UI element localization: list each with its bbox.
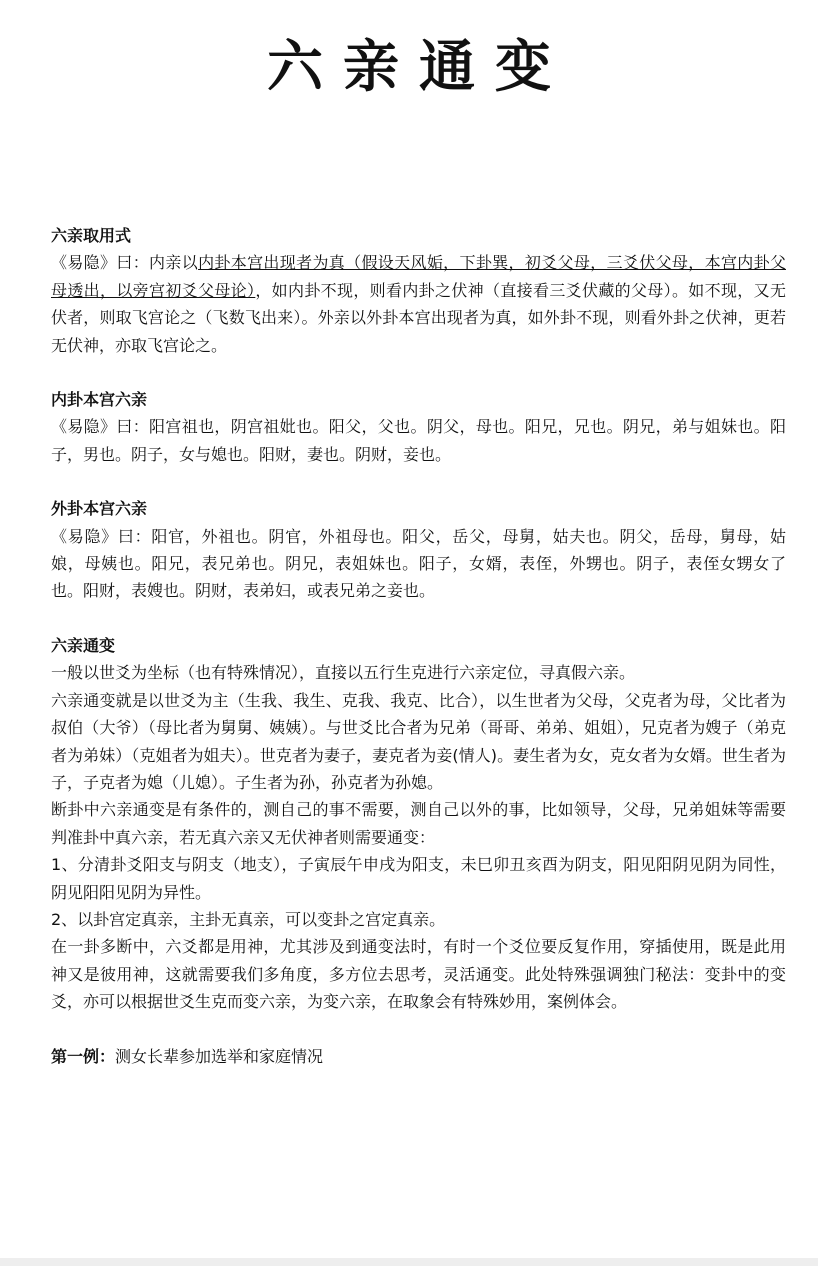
- paragraph-text: ，如内卦不现，则看内卦之伏神（直接看三爻伏藏的父母）。如不现，又无伏者，则取飞宫论之（飞数飞出来）。外亲以外卦本宫出现者为真，如外卦不现，则看外卦之伏神，更若无伏神，亦取飞宫论之。: [51, 280, 786, 355]
- section-heading: 六亲取用式: [51, 226, 132, 245]
- section-paragraph: 1、分清卦爻阳支与阴支（地支），子寅辰午申戌为阳支，未巳卯丑亥酉为阴支，阳见阳阴见阴为同性，阴见阳阳见阴为异性。: [51, 855, 786, 902]
- section-divider: [51, 468, 786, 495]
- section-paragraph: 六亲通变就是以世爻为主（生我、我生、克我、我克、比合），以生世者为父母，父克者为母，父比者为叔伯（大爷）（母比者为舅舅、姨姨）。与世爻比合者为兄弟（哥哥、弟弟、姐姐），兄克者为嫂子（弟克者为弟妹）（克姐者为姐夫）。世克者为妻子，妻克者为妾(情人)。妻生者为女，克女者为女婿。世生者为子，子克者为媳（儿媳）。子生者为孙，孙克者为孙媳。: [51, 690, 786, 792]
- page-title: 六亲通变: [267, 34, 571, 100]
- document-body: [51, 222, 786, 1070]
- section-divider: [51, 605, 786, 632]
- paragraph-text: 《易隐》曰：内亲以: [51, 253, 199, 273]
- section-divider: [51, 359, 786, 386]
- section-paragraph: [51, 249, 786, 359]
- section-heading: 外卦本宫六亲: [51, 499, 148, 519]
- section-paragraph: 2、以卦宫定真亲，主卦无真亲，可以变卦之宫定真亲。: [51, 909, 446, 929]
- case-label: 第一例：: [51, 1046, 116, 1066]
- underlined-text: 内卦本宫出现者为真（假设天风姤，下卦巽，初爻父母，三爻伏父母，本宫内卦父母透出，以旁宫初爻父母论）: [51, 253, 786, 300]
- case-line: [51, 1043, 786, 1070]
- section-heading: 六亲通变: [51, 635, 116, 655]
- case-text: 测女长辈参加选举和家庭情况: [115, 1046, 324, 1066]
- section-divider: [51, 1016, 786, 1043]
- section-paragraph: 断卦中六亲通变是有条件的，测自己的事不需要，测自己以外的事，比如领导，父母，兄弟姐妹等需要判准卦中真六亲，若无真六亲又无伏神者则需要通变：: [51, 800, 786, 847]
- section-heading: 内卦本宫六亲: [51, 390, 148, 410]
- page-bottom-edge: [0, 1258, 818, 1266]
- section-paragraph: 《易隐》曰：阳官，外祖也。阴官，外祖母也。阳父，岳父，母舅，姑夫也。阴父，岳母，舅母，姑娘，母姨也。阳兄，表兄弟也。阴兄，表姐妹也。阳子，女婿，表侄，外甥也。阴子，表侄女甥女了也。阳财，表嫂也。阴财，表弟妇，或表兄弟之妾也。: [51, 526, 786, 601]
- section-paragraph: 在一卦多断中，六爻都是用神，尤其涉及到通变法时，有时一个爻位要反复作用，穿插使用，既是此用神又是彼用神，这就需要我们多角度，多方位去思考，灵活通变。此处特殊强调独门秘法：变卦中的变爻，亦可以根据世爻生克而变六亲，为变六亲，在取象会有特殊妙用，案例体会。: [51, 937, 786, 1012]
- section-paragraph: 一般以世爻为坐标（也有特殊情况），直接以五行生克进行六亲定位，寻真假六亲。: [51, 663, 636, 683]
- section-paragraph: 《易隐》曰：阳宫祖也，阴宫祖妣也。阳父，父也。阴父，母也。阳兄，兄也。阴兄，弟与姐妹也。阳子，男也。阴子，女与媳也。阳财，妻也。阴财，妾也。: [51, 417, 786, 464]
